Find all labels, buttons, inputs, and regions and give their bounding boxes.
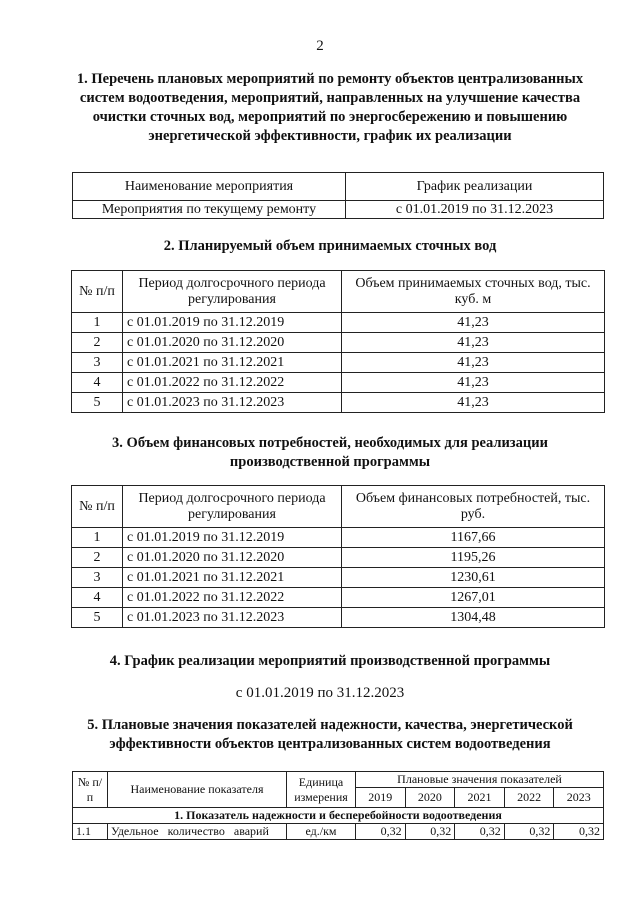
group-title: 1. Показатель надежности и бесперебойности водоотведения [73, 808, 604, 824]
header-cell: Объем принимаемых сточных вод, тыс. куб. м [342, 271, 605, 313]
table-cell: 1 [72, 313, 123, 333]
table-cell: с 01.01.2019 по 31.12.2023 [346, 201, 604, 219]
section-2-title: 2. Планируемый объем принимаемых сточных вод [163, 238, 497, 254]
header-cell: № п/п [72, 271, 123, 313]
section-5-table [72, 771, 604, 840]
table-cell: 5 [72, 393, 123, 413]
table-cell: 1230,61 [342, 568, 605, 588]
header-cell: График реализации [346, 173, 604, 201]
table-cell: 1.1 [73, 824, 108, 840]
table-row [72, 588, 605, 608]
year-header: 2019 [356, 788, 406, 808]
header-cell: Наименование показателя [108, 772, 287, 808]
table-cell: 41,23 [342, 333, 605, 353]
table-cell: 1267,01 [342, 588, 605, 608]
table-row [72, 548, 605, 568]
table-header-row [72, 486, 605, 528]
section-1-table [72, 172, 604, 219]
table-cell: 3 [72, 353, 123, 373]
header-cell: № п/п [72, 486, 123, 528]
header-cell: № п/п [73, 772, 108, 808]
table-row [72, 528, 605, 548]
year-header: 2022 [504, 788, 554, 808]
table-header-row [73, 772, 604, 788]
table-row [73, 201, 604, 219]
section-1-title: 1. Перечень плановых мероприятий по ремонту объектов централизованных систем водоотведения, мероприятий, направленных на улучшение качества очистки сточных вод, мероприятий по энергосбережению и повышению энергетической эффективности, график их реализации [76, 71, 584, 144]
table-header-row [73, 173, 604, 201]
table-cell: 0,32 [504, 824, 554, 840]
year-header: 2021 [455, 788, 505, 808]
table-row [72, 373, 605, 393]
page-number: 2 [316, 38, 324, 54]
table-cell: с 01.01.2023 по 31.12.2023 [123, 393, 342, 413]
table-cell: 1304,48 [342, 608, 605, 628]
table-cell: с 01.01.2023 по 31.12.2023 [123, 608, 342, 628]
year-header: 2020 [405, 788, 455, 808]
table-row [72, 313, 605, 333]
header-cell: Период долгосрочного периода регулирования [123, 486, 342, 528]
table-row [72, 608, 605, 628]
header-cell: Единица измерения [287, 772, 356, 808]
year-header: 2023 [554, 788, 604, 808]
table-row [73, 824, 604, 840]
table-row [72, 333, 605, 353]
table-cell: Удельное количество аварий [108, 824, 287, 840]
table-cell: 1195,26 [342, 548, 605, 568]
table-cell: с 01.01.2022 по 31.12.2022 [123, 373, 342, 393]
table-cell: 41,23 [342, 373, 605, 393]
table-cell: 0,32 [554, 824, 604, 840]
section-4-period: с 01.01.2019 по 31.12.2023 [235, 685, 405, 701]
table-row [72, 393, 605, 413]
table-cell: 41,23 [342, 393, 605, 413]
header-cell: Объем финансовых потребностей, тыс. руб. [342, 486, 605, 528]
header-cell: Период долгосрочного периода регулирования [123, 271, 342, 313]
table-cell: 4 [72, 588, 123, 608]
table-cell: 41,23 [342, 313, 605, 333]
table-cell: 1 [72, 528, 123, 548]
table-cell: с 01.01.2022 по 31.12.2022 [123, 588, 342, 608]
table-cell: 0,32 [356, 824, 406, 840]
table-row [72, 353, 605, 373]
table-cell: 3 [72, 568, 123, 588]
table-cell: с 01.01.2019 по 31.12.2019 [123, 313, 342, 333]
section-3-title: 3. Объем финансовых потребностей, необходимых для реализации производственной программы [112, 435, 548, 470]
table-cell: 0,32 [405, 824, 455, 840]
table-header-row [72, 271, 605, 313]
header-cell: Наименование мероприятия [73, 173, 346, 201]
table-cell: Мероприятия по текущему ремонту [73, 201, 346, 219]
section-5-title: 5. Плановые значения показателей надежности, качества, энергетической эффективности объектов централизованных систем водоотведения [87, 717, 573, 752]
table-cell: 1167,66 [342, 528, 605, 548]
table-cell: ед./км [287, 824, 356, 840]
group-row [73, 808, 604, 824]
section-4-title: 4. График реализации мероприятий производственной программы [109, 653, 551, 669]
section-2-table [71, 270, 605, 413]
table-cell: с 01.01.2020 по 31.12.2020 [123, 548, 342, 568]
table-cell: с 01.01.2020 по 31.12.2020 [123, 333, 342, 353]
table-cell: 5 [72, 608, 123, 628]
header-cell: Плановые значения показателей [356, 772, 604, 788]
table-cell: с 01.01.2021 по 31.12.2021 [123, 568, 342, 588]
table-cell: 2 [72, 333, 123, 353]
table-row [72, 568, 605, 588]
table-cell: с 01.01.2019 по 31.12.2019 [123, 528, 342, 548]
table-cell: 41,23 [342, 353, 605, 373]
table-cell: 2 [72, 548, 123, 568]
table-cell: 0,32 [455, 824, 505, 840]
section-3-table [71, 485, 605, 628]
table-cell: 4 [72, 373, 123, 393]
table-cell: с 01.01.2021 по 31.12.2021 [123, 353, 342, 373]
